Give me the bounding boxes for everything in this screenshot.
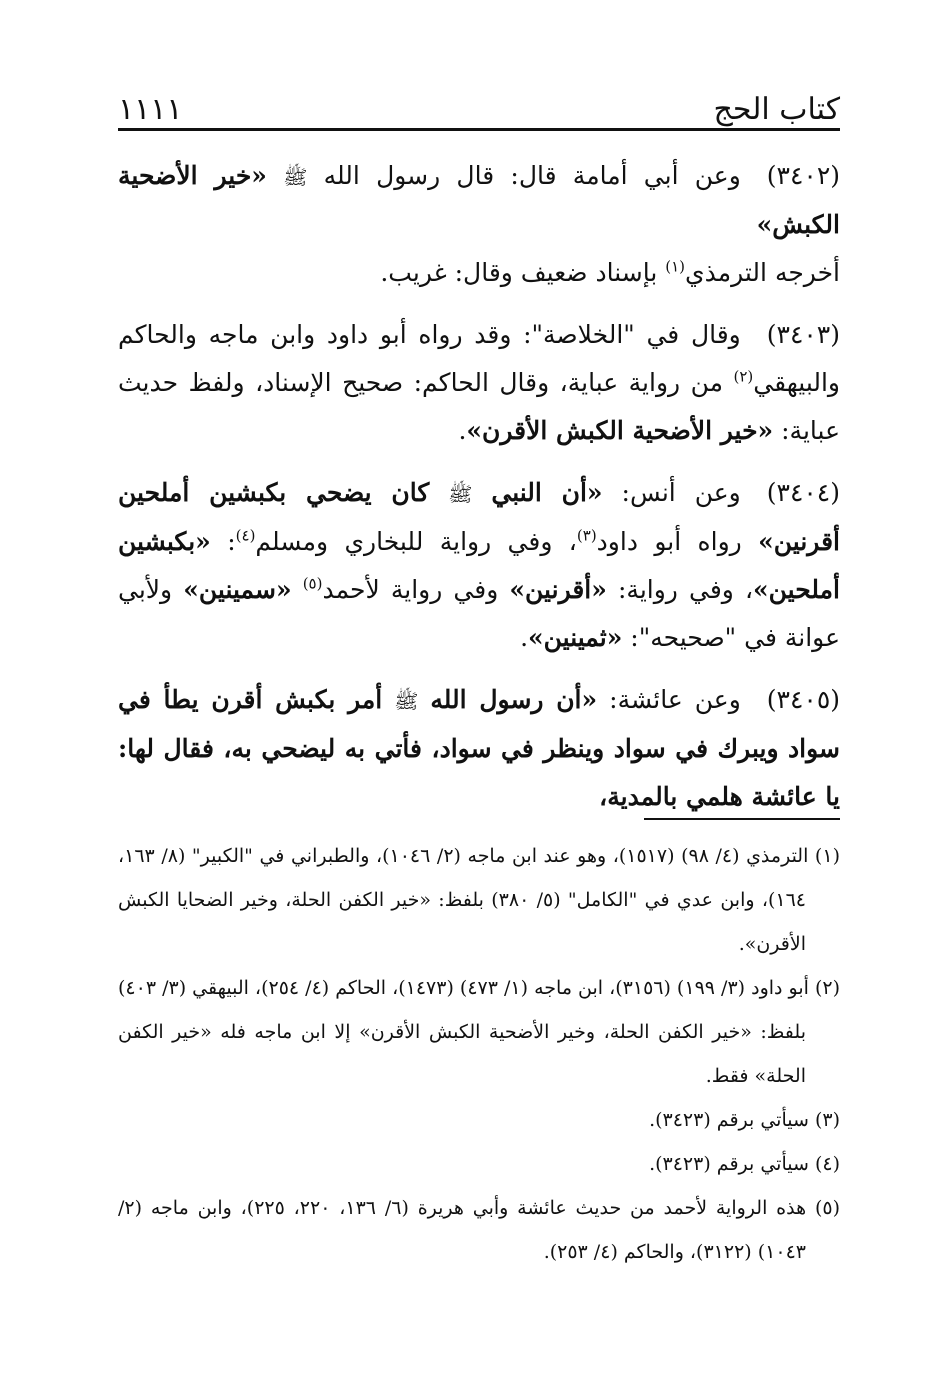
hadith-grading: بإسناد ضعيف وقال: غريب.	[380, 258, 658, 287]
hadith-quote-a: «أن النبي	[491, 478, 603, 507]
footnote-separator	[644, 818, 840, 820]
footnote-ref: (٢)	[733, 367, 754, 386]
hadith-3405	[118, 676, 840, 821]
hadith-3404	[118, 469, 840, 662]
hadith-intro: وعن عائشة:	[609, 685, 741, 714]
hadith-text-cont: من رواية عباية، وقال الحاكم: صحيح الإسناد، ولفظ حديث عباية:	[118, 368, 840, 445]
hadith-intro: وعن أبي أمامة قال: قال رسول الله	[323, 161, 741, 190]
hadith-quote-a: «أن رسول الله	[430, 685, 598, 714]
variant-quote: «سمينين»	[183, 575, 292, 604]
hadith-number: (٣٤٠٢)	[766, 161, 841, 190]
page-number: ١١١١	[118, 92, 183, 127]
hadith-quote-b: كان يضحي بكبشين أملحين أقرنين»	[118, 478, 840, 556]
footnotes	[118, 834, 840, 1274]
hadith-source: أخرجه الترمذي	[685, 258, 840, 287]
punct: :	[227, 527, 236, 556]
hadith-3403	[118, 311, 840, 455]
punct: .	[458, 416, 467, 445]
hadith-text: وقال في "الخلاصة": وقد رواه أبو داود وابن ماجه والحاكم والبيهقي	[118, 320, 840, 397]
chapter-title: كتاب الحج	[713, 92, 840, 127]
variant-quote: «أقرنين»	[509, 575, 607, 604]
salutation-glyph: ﷺ	[448, 482, 473, 506]
hadith-number: (٣٤٠٤)	[766, 478, 840, 507]
hadith-quote-b: أمر بكبش أقرن يطأ في سواد ويبرك في سواد وينظر في سواد، فأتي به ليضحي به، فقال لها: يا عائشة هلمي بالمدية،	[118, 685, 840, 811]
footnote-ref: (٣)	[576, 526, 597, 545]
footnote-3: (٣) سيأتي برقم (٣٤٢٣).	[649, 1109, 840, 1131]
running-header	[118, 92, 840, 132]
footnote-1: (١) الترمذي (٤/ ٩٨) (١٥١٧)، وهو عند ابن ماجه (٢/ ١٠٤٦)، والطبراني في "الكبير" (٨/ ١٦٣، ١٦٤)، وابن عدي في "الكامل" (٥/ ٣٨٠) بلفظ: «خير الكفن الحلة، وخير الضحايا الكبش الأقرن».	[118, 845, 840, 955]
variant-quote: «ثمينين»	[528, 623, 623, 652]
variant-quote: «بكبشين أملحين»	[118, 527, 840, 604]
hadith-number: (٣٤٠٣)	[766, 320, 840, 349]
footnote-ref: (٤)	[235, 526, 256, 545]
footnote-5: (٥) هذه الرواية لأحمد من حديث عائشة وأبي هريرة (٦/ ١٣٦، ٢٢٠، ٢٢٥)، وابن ماجه (٢/ ١٠٤٣) (٣١٢٢)، والحاكم (٤/ ٢٥٣).	[118, 1197, 841, 1263]
salutation-glyph: ﷺ	[283, 165, 308, 189]
hadith-intro: وعن أنس:	[621, 478, 741, 507]
hadith-3402	[118, 152, 840, 297]
punct: .	[520, 623, 529, 652]
hadith-quote: «خير الأضحية الكبش الأقرن»	[466, 416, 774, 445]
source-text: رواه أبو داود	[596, 527, 742, 556]
source-text: ، وفي رواية للبخاري ومسلم	[255, 527, 577, 556]
footnote-2: (٢) أبو داود (٣/ ١٩٩) (٣١٥٦)، ابن ماجه (١/ ٤٧٣) (١٤٧٣)، الحاكم (٤/ ٢٥٤)، البيهقي (٣/ ٤٠٣) بلفظ: «خير الكفن الحلة، وخير الأضحية الكبش الأقرن» إلا ابن ماجه فله «خير الكفن الحلة» فقط.	[117, 977, 840, 1087]
footnote-ref: (٥)	[302, 574, 323, 593]
hadith-number: (٣٤٠٥)	[766, 685, 841, 714]
footnote-ref: (١)	[665, 257, 686, 276]
footnote-4: (٤) سيأتي برقم (٣٤٢٣).	[649, 1153, 840, 1175]
salutation-glyph: ﷺ	[394, 689, 419, 713]
source-text: وفي رواية لأحمد	[322, 575, 499, 604]
header-rule	[118, 128, 840, 131]
hadith-quote: «خير الأضحية الكبش»	[118, 161, 840, 239]
source-text: ، وفي رواية:	[618, 575, 754, 604]
main-text	[118, 152, 840, 821]
source-text: ولأبي عوانة في "صحيحه":	[118, 575, 840, 652]
